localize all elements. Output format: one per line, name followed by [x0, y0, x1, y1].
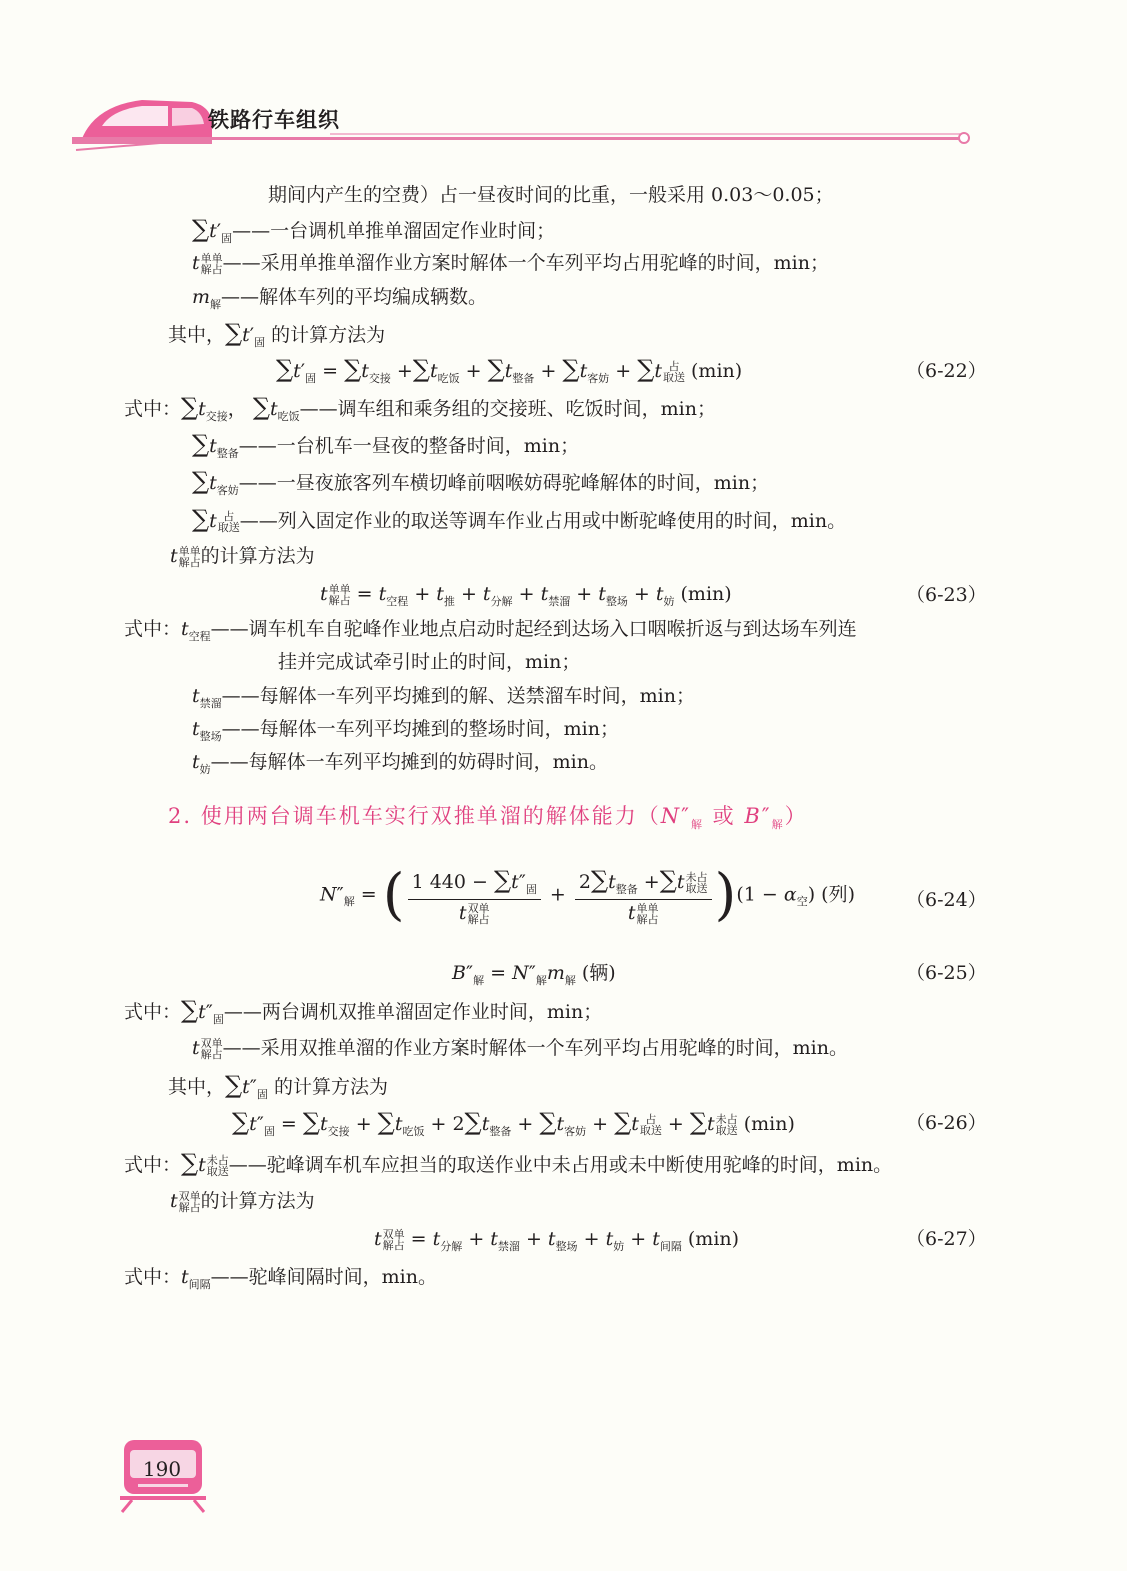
where-line-forbidden: $t_{禁溜}——$每解体一车列平均摊到的解、送禁溜车时间，min； — [192, 685, 695, 710]
def-line-avg-cars: $m_解——$解体车列的平均编成辆数。 — [192, 286, 488, 311]
where-line-interval: 式中：$t_{间隔}——$驼峰间隔时间，min。 — [124, 1266, 437, 1291]
equation-number-6-23: （6-23） — [906, 584, 987, 606]
header-rule-end-ornament — [958, 132, 970, 144]
where-line-empty-run: 式中：$t_{空程}——$调车机车自驼峰作业地点启动时起经到达场入口咽喉折返与到达场车列连 — [124, 618, 857, 643]
equation-6-22: $\sum t'_固 = \sum t_{交接} +\sum t_{吃饭} + \sum t_{整备} + \sum t_{客妨} + \sum t$ 占 取送 (min) — [276, 355, 743, 385]
def-line-single-occupy: t单单 解占——采用单推单溜作业方案时解体一个车列平均占用驼峰的时间，min； — [192, 252, 829, 276]
sym-sum-t-fixed: $\sum t'_固$ — [192, 215, 233, 245]
section-heading-2: 2. 使用两台调车机车实行双推单溜的解体能力（$N''_解$ 或 $B''_解$） — [168, 804, 808, 832]
equation-number-6-24: （6-24） — [906, 889, 987, 911]
where-line-passenger: $\sum t_{客妨}——$一昼夜旅客列车横切峰前咽喉妨碍驼峰解体的时间，min； — [192, 467, 770, 497]
header-train-logo — [72, 92, 222, 154]
equation-number-6-26: （6-26） — [906, 1112, 987, 1134]
page-number: 190 — [142, 1457, 182, 1481]
where-line-handover: 式中：$\sum t_{交接}$， $\sum t_{吃饭}——$调车组和乘务组的交接班、吃饭时间，min； — [124, 393, 716, 423]
intro-line-double-fixed: 其中，$\sum t''_固$ 的计算方法为 — [168, 1071, 388, 1101]
header-rule — [72, 137, 967, 140]
intro-line-double-occupy: t双单 解占的计算方法为 — [170, 1190, 315, 1214]
equation-6-23: t单单 解占 = $t_{空程} + t_推 + t_{分解} + t_{禁溜} + t_{整场} + t_妨$ (min) — [320, 583, 732, 608]
where-line-empty-run-cont: 挂并完成试牵引时止的时间，min； — [278, 651, 581, 673]
equation-6-25: $B''_解 = N''_解m_解$ (辆) — [452, 962, 616, 987]
where-line-yard: $t_{整场}——$每解体一车列平均摊到的整场时间，min； — [192, 718, 619, 743]
equation-6-27: t双单 解占 = $t_{分解} + t_{禁溜} + t_{整场} + t_妨 + t_{间隔}$ (min) — [374, 1228, 740, 1253]
def-line-fixed-time: $\sum t'_固——$一台调机单推单溜固定作业时间； — [192, 215, 556, 245]
equation-number-6-25: （6-25） — [906, 962, 987, 984]
equation-number-6-27: （6-27） — [906, 1228, 987, 1250]
book-title: 铁路行车组织 — [208, 108, 340, 132]
sym-t-single: t单单 解占 — [192, 252, 223, 276]
equation-number-6-22: （6-22） — [906, 360, 987, 382]
intro-line-fixed: 其中，$\sum t'_固$ 的计算方法为 — [168, 319, 386, 349]
where-line-unoccupied: 式中：∑t未占 取送——驼峰调车机车应担当的取送作业中未占用或未中断使用驼峰的时间，min。 — [124, 1149, 893, 1178]
where-line-double-occupy: t双单 解占——采用双推单溜的作业方案时解体一个车列平均占用驼峰的时间，min。 — [192, 1037, 848, 1061]
sym-m-jie: $m_解$ — [192, 286, 222, 311]
where-line-obstruct: $t_妨——$每解体一车列平均摊到的妨碍时间，min。 — [192, 751, 608, 776]
where-line-double-fixed: 式中：$\sum t''_固——$两台调机双推单溜固定作业时间，min； — [124, 996, 603, 1026]
where-line-maintenance: $\sum t_{整备}——$一台机车一昼夜的整备时间，min； — [192, 430, 580, 460]
intro-line-single: t单单 解占的计算方法为 — [170, 545, 315, 569]
header-rule-light — [330, 133, 960, 135]
text-line-1: 期间内产生的空费）占一昼夜时间的比重，一般采用 0.03～0.05； — [268, 184, 834, 206]
equation-6-26: $\sum t''_固 = \sum t_{交接} + \sum t_{吃饭} + 2\sum t_{整备} + \sum t_{客妨} + \sum t$ 占 取送 + ∑t未占 取送 (min) — [232, 1108, 795, 1138]
where-line-pickup: ∑t 占 取送——列入固定作业的取送等调车作业占用或中断驼峰使用的时间，min。 — [192, 505, 847, 534]
equation-6-24: $N''_解$ = ( 1 $440 - \sum t''_固$ t双单 解占 + $2\sum t_{整备} +\sum t$未占 取送 t单单 解占 )$(1 - \alpha_空)$ (列) — [320, 862, 855, 928]
